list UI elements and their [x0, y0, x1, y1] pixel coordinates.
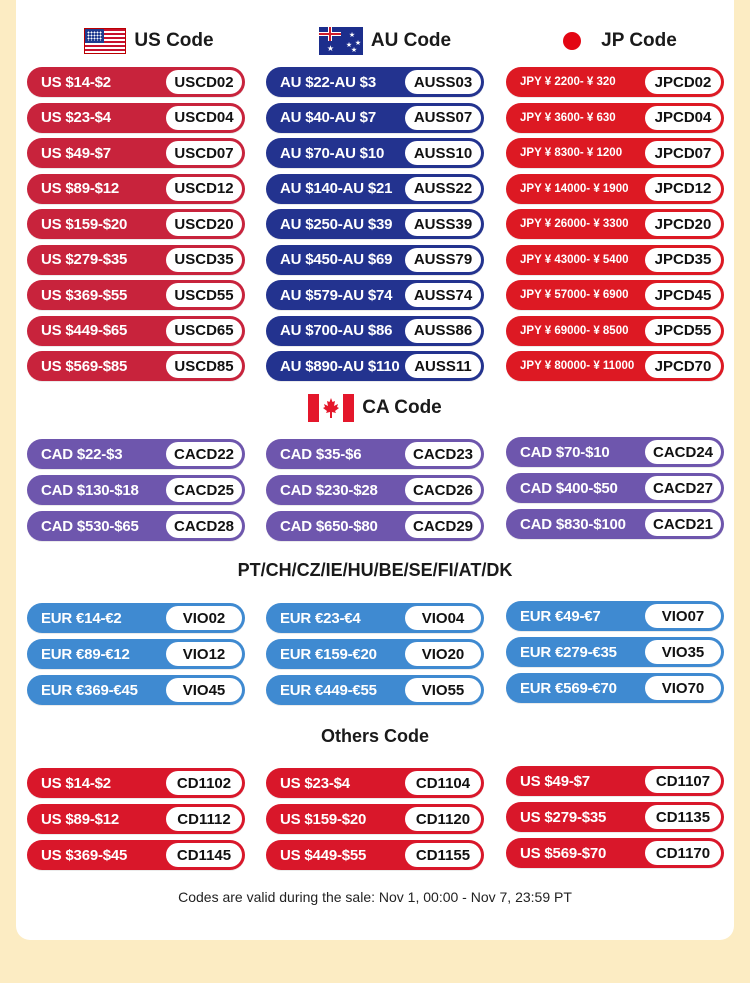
other-code-5-pill[interactable]	[506, 802, 724, 832]
other-code-8-coupon-code[interactable]: CD1170	[645, 841, 721, 865]
eu-code-6-coupon-code[interactable]: VIO45	[166, 678, 242, 702]
au-code-5-discount-label: AU $450-AU $69	[280, 251, 393, 268]
eu-code-6-discount-label: EUR €369-€45	[41, 681, 138, 699]
jp-code-7-discount-label: JPY ¥ 69000- ¥ 8500	[520, 324, 629, 337]
eu-code-1-pill[interactable]	[266, 603, 484, 633]
us-code-6-pill[interactable]	[27, 280, 245, 310]
jp-code-0-discount-label: JPY ¥ 2200- ¥ 320	[520, 76, 616, 88]
au-code-0-coupon-code[interactable]: AUSS03	[405, 70, 481, 94]
au-code-3-discount-label: AU $140-AU $21	[280, 180, 393, 197]
eu-code-2-coupon-code[interactable]: VIO07	[645, 604, 721, 628]
us-code-header	[74, 26, 224, 56]
ca-code-2-discount-label: CAD $70-$10	[520, 443, 610, 461]
us-code-8-pill[interactable]	[27, 351, 245, 381]
au-code-4-pill[interactable]	[266, 209, 484, 239]
us-code-2-coupon-code[interactable]: USCD07	[166, 141, 242, 165]
jp-code-4-discount-label: JPY ¥ 26000- ¥ 3300	[520, 218, 629, 230]
jp-code-1-coupon-code[interactable]: JPCD04	[645, 106, 721, 130]
jp-code-2-coupon-code[interactable]: JPCD07	[645, 141, 721, 165]
other-code-5-coupon-code[interactable]: CD1135	[645, 805, 721, 829]
other-code-2-coupon-code[interactable]: CD1107	[645, 769, 721, 793]
ca-code-3-pill[interactable]	[27, 475, 245, 505]
au-code-8-discount-label: AU $890-AU $110	[280, 357, 400, 375]
jp-code-title: JP Code	[601, 30, 677, 51]
us-code-6-coupon-code[interactable]: USCD55	[166, 283, 242, 307]
us-code-8-coupon-code[interactable]: USCD85	[166, 354, 242, 378]
eu-code-4-coupon-code[interactable]: VIO20	[405, 642, 481, 666]
jp-flag-icon	[563, 32, 581, 50]
other-code-1-pill[interactable]	[266, 768, 484, 798]
jp-code-2-discount-label: JPY ¥ 8300- ¥ 1200	[520, 147, 623, 159]
jp-code-8-coupon-code[interactable]: JPCD70	[645, 354, 721, 378]
us-code-title: US Code	[134, 30, 214, 51]
au-code-title: AU Code	[370, 30, 452, 51]
ca-code-1-discount-label: CAD $35-$6	[280, 445, 362, 463]
other-code-1-coupon-code[interactable]: CD1104	[405, 771, 481, 795]
ca-code-8-coupon-code[interactable]: CACD21	[645, 512, 721, 536]
ca-code-5-coupon-code[interactable]: CACD27	[645, 476, 721, 500]
jp-code-6-pill[interactable]	[506, 280, 724, 310]
other-code-0-coupon-code[interactable]: CD1102	[166, 771, 242, 795]
other-code-8-discount-label: US $569-$70	[520, 844, 607, 862]
ca-code-5-discount-label: CAD $400-$50	[520, 479, 618, 497]
other-code-4-coupon-code[interactable]: CD1120	[405, 807, 481, 831]
us-code-4-discount-label: US $159-$20	[41, 215, 128, 233]
eu-code-2-discount-label: EUR €49-€7	[520, 607, 601, 625]
ca-code-6-discount-label: CAD $530-$65	[41, 517, 139, 535]
us-code-1-discount-label: US $23-$4	[41, 109, 111, 126]
au-code-8-coupon-code[interactable]: AUSS11	[405, 354, 481, 378]
jp-code-6-coupon-code[interactable]: JPCD45	[645, 283, 721, 307]
au-code-5-pill[interactable]	[266, 245, 484, 275]
jp-code-8-discount-label: JPY ¥ 80000- ¥ 11000	[520, 360, 635, 372]
other-code-3-discount-label: US $89-$12	[41, 810, 120, 828]
ca-code-2-pill[interactable]	[506, 437, 724, 467]
other-code-6-pill[interactable]	[27, 840, 245, 870]
other-code-0-discount-label: US $14-$2	[41, 774, 111, 792]
eu-code-1-coupon-code[interactable]: VIO04	[405, 606, 481, 630]
eu-code-7-pill[interactable]	[266, 675, 484, 705]
jp-code-3-pill[interactable]	[506, 174, 724, 204]
jp-code-4-pill[interactable]	[506, 209, 724, 239]
us-code-2-discount-label: US $49-$7	[41, 144, 111, 162]
eu-code-5-coupon-code[interactable]: VIO35	[645, 640, 721, 664]
us-code-7-discount-label: US $449-$65	[41, 322, 128, 339]
us-code-7-pill[interactable]	[27, 316, 245, 346]
ca-code-0-discount-label: CAD $22-$3	[41, 445, 123, 463]
au-code-1-pill[interactable]	[266, 103, 484, 133]
us-code-5-pill[interactable]	[27, 245, 245, 275]
us-code-3-coupon-code[interactable]: USCD12	[166, 177, 242, 201]
jp-code-7-coupon-code[interactable]: JPCD55	[645, 319, 721, 343]
other-code-5-discount-label: US $279-$35	[520, 808, 607, 826]
eu-code-3-discount-label: EUR €89-€12	[41, 645, 130, 663]
eu-code-0-coupon-code[interactable]: VIO02	[166, 606, 242, 630]
us-code-4-pill[interactable]	[27, 209, 245, 239]
au-code-8-pill[interactable]	[266, 351, 484, 381]
jp-code-0-pill[interactable]	[506, 67, 724, 97]
eu-countries-header: PT/CH/CZ/IE/HU/BE/SE/FI/AT/DK	[237, 560, 513, 580]
jp-code-3-coupon-code[interactable]: JPCD12	[645, 177, 721, 201]
au-code-4-coupon-code[interactable]: AUSS39	[405, 212, 481, 236]
eu-code-2-pill[interactable]	[506, 601, 724, 631]
ca-code-7-pill[interactable]	[266, 511, 484, 541]
us-code-0-discount-label: US $14-$2	[41, 73, 111, 91]
au-code-1-coupon-code[interactable]: AUSS07	[405, 106, 481, 130]
au-code-0-discount-label: AU $22-AU $3	[280, 73, 376, 91]
eu-code-3-coupon-code[interactable]: VIO12	[166, 642, 242, 666]
ca-code-title: CA Code	[362, 397, 442, 418]
ca-code-3-discount-label: CAD $130-$18	[41, 481, 139, 499]
ca-code-0-pill[interactable]	[27, 439, 245, 469]
jp-code-1-discount-label: JPY ¥ 3600- ¥ 630	[520, 111, 616, 124]
other-code-4-pill[interactable]	[266, 804, 484, 834]
us-code-5-coupon-code[interactable]: USCD35	[166, 248, 242, 272]
jp-code-header	[560, 26, 680, 56]
us-code-0-pill[interactable]	[27, 67, 245, 97]
jp-code-0-coupon-code[interactable]: JPCD02	[645, 70, 721, 94]
eu-code-7-coupon-code[interactable]: VIO55	[405, 678, 481, 702]
ca-code-2-coupon-code[interactable]: CACD24	[645, 440, 721, 464]
jp-code-5-discount-label: JPY ¥ 43000- ¥ 5400	[520, 253, 629, 266]
ca-code-7-discount-label: CAD $650-$80	[280, 517, 378, 535]
us-code-3-discount-label: US $89-$12	[41, 180, 120, 197]
jp-code-7-pill[interactable]	[506, 316, 724, 346]
us-code-1-pill[interactable]	[27, 103, 245, 133]
au-code-3-pill[interactable]	[266, 174, 484, 204]
ca-flag-icon	[308, 394, 354, 422]
ca-code-0-coupon-code[interactable]: CACD22	[166, 442, 242, 466]
us-code-5-discount-label: US $279-$35	[41, 251, 128, 268]
au-code-0-pill[interactable]	[266, 67, 484, 97]
jp-code-8-pill[interactable]	[506, 351, 724, 381]
other-code-4-discount-label: US $159-$20	[280, 810, 367, 828]
other-code-2-pill[interactable]	[506, 766, 724, 796]
us-code-2-pill[interactable]	[27, 138, 245, 168]
au-code-4-discount-label: AU $250-AU $39	[280, 215, 393, 233]
eu-code-4-discount-label: EUR €159-€20	[280, 645, 377, 663]
jp-code-2-pill[interactable]	[506, 138, 724, 168]
jp-code-1-pill[interactable]	[506, 103, 724, 133]
ca-code-1-pill[interactable]	[266, 439, 484, 469]
us-flag-icon	[84, 28, 126, 54]
other-code-0-pill[interactable]	[27, 768, 245, 798]
other-code-6-discount-label: US $369-$45	[41, 846, 128, 864]
other-code-7-discount-label: US $449-$55	[280, 846, 367, 864]
jp-code-5-pill[interactable]	[506, 245, 724, 275]
ca-code-7-coupon-code[interactable]: CACD29	[405, 514, 481, 538]
au-code-2-discount-label: AU $70-AU $10	[280, 144, 385, 162]
other-code-8-pill[interactable]	[506, 838, 724, 868]
ca-code-6-coupon-code[interactable]: CACD28	[166, 514, 242, 538]
other-code-1-discount-label: US $23-$4	[280, 774, 350, 792]
eu-code-5-pill[interactable]	[506, 637, 724, 667]
us-code-6-discount-label: US $369-$55	[41, 286, 128, 304]
ca-code-8-discount-label: CAD $830-$100	[520, 515, 626, 533]
other-code-3-coupon-code[interactable]: CD1112	[166, 807, 242, 831]
eu-code-0-pill[interactable]	[27, 603, 245, 633]
eu-code-1-discount-label: EUR €23-€4	[280, 609, 361, 627]
au-code-2-pill[interactable]	[266, 138, 484, 168]
us-code-4-coupon-code[interactable]: USCD20	[166, 212, 242, 236]
eu-code-0-discount-label: EUR €14-€2	[41, 609, 122, 627]
au-code-7-discount-label: AU $700-AU $86	[280, 322, 393, 339]
ca-code-4-discount-label: CAD $230-$28	[280, 481, 378, 499]
us-code-3-pill[interactable]	[27, 174, 245, 204]
au-code-1-discount-label: AU $40-AU $7	[280, 109, 376, 126]
ca-code-4-pill[interactable]	[266, 475, 484, 505]
au-code-6-pill[interactable]	[266, 280, 484, 310]
eu-code-3-pill[interactable]	[27, 639, 245, 669]
others-code-header: Others Code	[320, 726, 430, 746]
us-code-8-discount-label: US $569-$85	[41, 357, 128, 375]
ca-code-header	[300, 393, 450, 423]
au-code-5-coupon-code[interactable]: AUSS79	[405, 248, 481, 272]
ca-code-1-coupon-code[interactable]: CACD23	[405, 442, 481, 466]
eu-code-8-pill[interactable]	[506, 673, 724, 703]
jp-code-6-discount-label: JPY ¥ 57000- ¥ 6900	[520, 289, 629, 301]
other-code-6-coupon-code[interactable]: CD1145	[166, 843, 242, 867]
au-code-7-pill[interactable]	[266, 316, 484, 346]
us-code-0-coupon-code[interactable]: USCD02	[166, 70, 242, 94]
eu-code-8-discount-label: EUR €569-€70	[520, 679, 617, 697]
validity-note: Codes are valid during the sale: Nov 1, 00:00 - Nov 7, 23:59 PT	[178, 889, 572, 905]
other-code-3-pill[interactable]	[27, 804, 245, 834]
us-code-1-coupon-code[interactable]: USCD04	[166, 106, 242, 130]
ca-code-5-pill[interactable]	[506, 473, 724, 503]
ca-code-3-coupon-code[interactable]: CACD25	[166, 478, 242, 502]
jp-code-4-coupon-code[interactable]: JPCD20	[645, 212, 721, 236]
au-code-6-coupon-code[interactable]: AUSS74	[405, 283, 481, 307]
other-code-7-coupon-code[interactable]: CD1155	[405, 843, 481, 867]
au-code-6-discount-label: AU $579-AU $74	[280, 286, 393, 304]
other-code-2-discount-label: US $49-$7	[520, 772, 590, 790]
au-code-header	[310, 26, 460, 56]
eu-code-6-pill[interactable]	[27, 675, 245, 705]
other-code-7-pill[interactable]	[266, 840, 484, 870]
au-flag-icon: ★ ★ ★ ★ ★	[319, 27, 363, 55]
ca-code-4-coupon-code[interactable]: CACD26	[405, 478, 481, 502]
eu-code-4-pill[interactable]	[266, 639, 484, 669]
ca-code-8-pill[interactable]	[506, 509, 724, 539]
eu-code-8-coupon-code[interactable]: VIO70	[645, 676, 721, 700]
eu-code-5-discount-label: EUR €279-€35	[520, 643, 617, 661]
au-code-7-coupon-code[interactable]: AUSS86	[405, 319, 481, 343]
eu-code-7-discount-label: EUR €449-€55	[280, 681, 377, 699]
jp-code-5-coupon-code[interactable]: JPCD35	[645, 248, 721, 272]
au-code-3-coupon-code[interactable]: AUSS22	[405, 177, 481, 201]
ca-code-6-pill[interactable]	[27, 511, 245, 541]
jp-code-3-discount-label: JPY ¥ 14000- ¥ 1900	[520, 182, 629, 195]
us-code-7-coupon-code[interactable]: USCD65	[166, 319, 242, 343]
au-code-2-coupon-code[interactable]: AUSS10	[405, 141, 481, 165]
